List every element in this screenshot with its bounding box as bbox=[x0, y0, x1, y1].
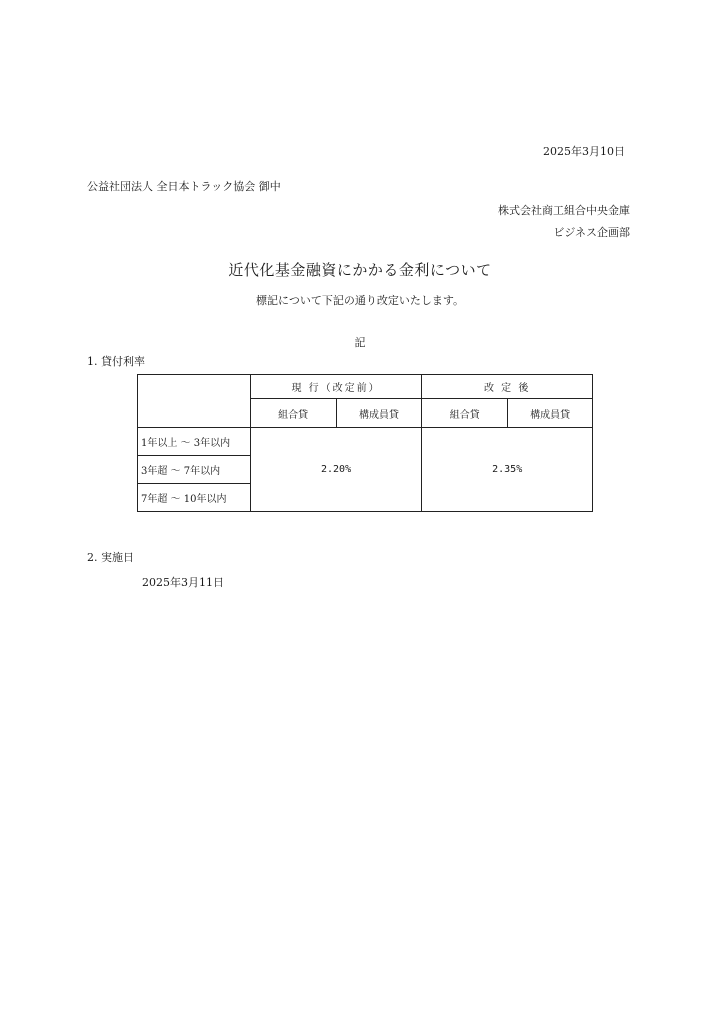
document-title: 近代化基金融資にかかる金利について bbox=[228, 261, 492, 279]
empty-corner-cell bbox=[138, 375, 251, 428]
document-subtitle: 標記について下記の通り改定いたします。 bbox=[256, 294, 464, 307]
current-rate-header: 現 行（改定前） bbox=[250, 375, 422, 399]
implementation-date: 2025年3月11日 bbox=[142, 576, 224, 589]
table-header-row bbox=[138, 375, 593, 399]
ki-marker: 記 bbox=[354, 336, 366, 349]
section2-heading: 2. 実施日 bbox=[87, 551, 134, 564]
revised-union-loan-header: 組合貸 bbox=[422, 399, 508, 428]
rate-table bbox=[137, 374, 593, 512]
revised-rate-header: 改 定 後 bbox=[422, 375, 593, 399]
table-row bbox=[138, 428, 593, 456]
document-date: 2025年3月10日 bbox=[543, 145, 625, 158]
recipient: 公益社団法人 全日本トラック協会 御中 bbox=[87, 180, 281, 193]
current-member-loan-header: 構成員貸 bbox=[336, 399, 422, 428]
revised-member-loan-header: 構成員貸 bbox=[508, 399, 593, 428]
term-label: 7年超 ～ 10年以内 bbox=[138, 484, 251, 512]
sender-organization: 株式会社商工組合中央金庫 bbox=[498, 204, 630, 217]
current-union-loan-header: 組合貸 bbox=[250, 399, 336, 428]
revised-rate-value: 2.35% bbox=[422, 428, 593, 512]
current-rate-value: 2.20% bbox=[250, 428, 422, 512]
term-label: 1年以上 ～ 3年以内 bbox=[138, 428, 251, 456]
section1-heading: 1. 貸付利率 bbox=[87, 355, 145, 368]
term-label: 3年超 ～ 7年以内 bbox=[138, 456, 251, 484]
sender-department: ビジネス企画部 bbox=[553, 226, 630, 239]
